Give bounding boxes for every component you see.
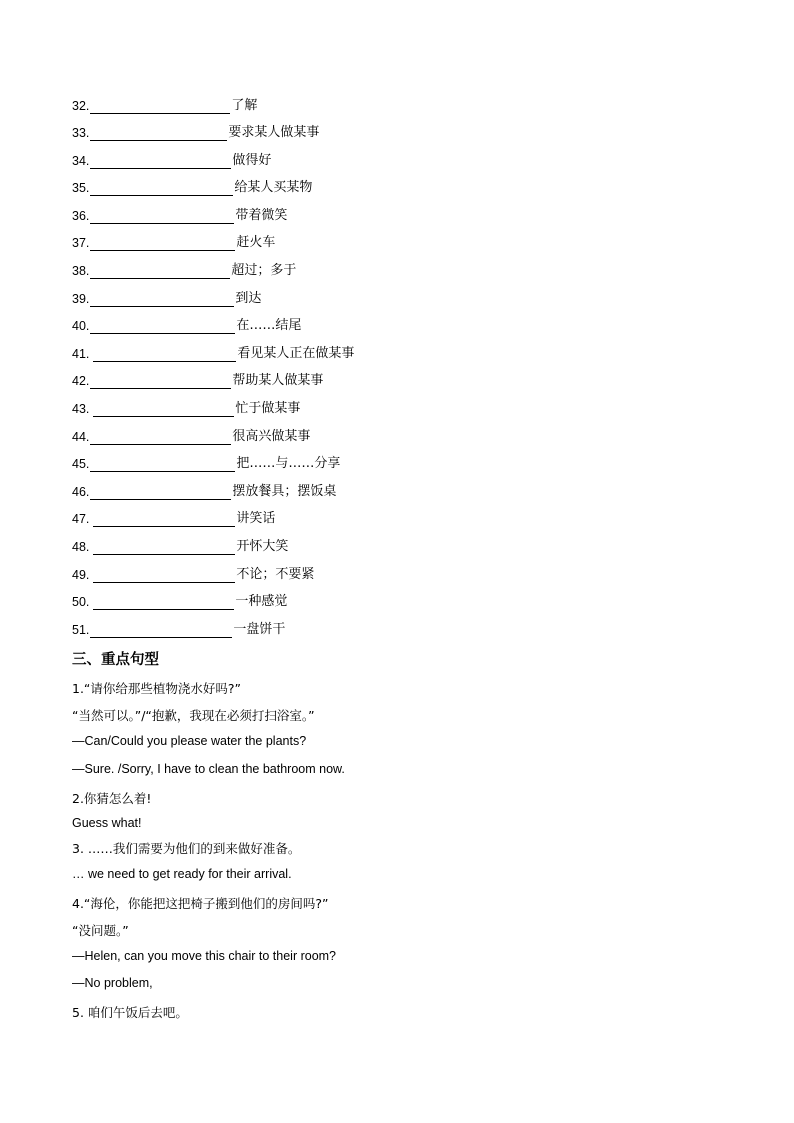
item-number: 44. [72,430,90,444]
answer-blank[interactable] [90,126,227,141]
sentence-line: Guess what! [72,816,142,830]
item-number: 48. [72,540,90,554]
vocab-item [72,231,275,251]
answer-blank[interactable] [90,374,231,389]
item-number: 40. [72,319,90,333]
item-number: 37. [72,236,90,250]
item-meaning: 看见某人正在做某事 [237,346,355,361]
vocab-item [72,342,354,362]
item-meaning: 超过；多于 [231,263,297,278]
answer-blank[interactable] [90,457,235,472]
vocab-item [72,259,296,279]
vocab-item [72,535,288,555]
item-number: 34. [72,154,90,168]
sentence-line: “当然可以。”/“抱歉，我现在必须打扫浴室。” [72,708,315,723]
item-meaning: 一种感觉 [235,594,288,609]
answer-blank[interactable] [90,264,230,279]
item-meaning: 在……结尾 [236,318,302,333]
item-number: 42. [72,374,90,388]
item-meaning: 开怀大笑 [236,539,289,554]
vocab-item [72,204,287,224]
sentence-line: 1.“请你给那些植物浇水好吗?” [72,681,242,696]
answer-blank[interactable] [90,485,231,500]
item-meaning: 把……与……分享 [236,456,341,471]
vocab-item [72,452,340,472]
item-number: 33. [72,126,90,140]
answer-blank[interactable] [93,540,235,555]
sentence-line: … we need to get ready for their arrival. [72,867,292,881]
item-meaning: 很高兴做某事 [232,429,311,444]
answer-blank[interactable] [93,347,236,362]
item-number: 45. [72,457,90,471]
answer-blank[interactable] [90,236,235,251]
answer-blank[interactable] [93,512,235,527]
item-number: 49. [72,568,90,582]
item-number: 50. [72,595,90,609]
vocab-item [72,425,310,445]
vocab-item [72,176,312,196]
item-number: 32. [72,99,90,113]
section-title: 三、重点句型 [72,652,159,668]
item-number: 39. [72,292,90,306]
item-number: 36. [72,209,90,223]
vocab-item [72,480,336,500]
vocab-item [72,618,285,638]
vocab-item [72,369,323,389]
vocab-item [72,94,257,114]
item-number: 38. [72,264,90,278]
item-number: 35. [72,181,90,195]
answer-blank[interactable] [90,209,234,224]
item-number: 41. [72,347,90,361]
sentence-line: 2.你猜怎么着! [72,791,152,806]
item-meaning: 摆放餐具；摆饭桌 [232,484,337,499]
item-meaning: 讲笑话 [236,511,276,526]
item-meaning: 赶火车 [236,235,276,250]
vocab-item [72,121,319,141]
item-number: 51. [72,623,90,637]
answer-blank[interactable] [90,99,230,114]
answer-blank[interactable] [90,181,233,196]
answer-blank[interactable] [93,568,235,583]
answer-blank[interactable] [90,319,235,334]
vocab-item [72,507,275,527]
vocab-item [72,149,271,169]
sentence-line: “没问题。” [72,923,129,938]
answer-blank[interactable] [90,154,231,169]
vocab-item [72,397,300,417]
sentence-line: 3. ……我们需要为他们的到来做好准备。 [72,841,301,856]
vocab-item [72,314,301,334]
vocab-item [72,287,261,307]
item-meaning: 忙于做某事 [235,401,301,416]
vocab-item [72,563,314,583]
sentence-line: —Can/Could you please water the plants? [72,734,307,748]
sentence-line: 4.“海伦，你能把这把椅子搬到他们的房间吗?” [72,896,329,911]
answer-blank[interactable] [90,292,234,307]
item-meaning: 做得好 [232,153,272,168]
sentence-line: 5. 咱们午饭后去吧。 [72,1005,188,1020]
item-meaning: 要求某人做某事 [228,125,320,140]
item-number: 46. [72,485,90,499]
sentence-line: —Helen, can you move this chair to their room? [72,949,337,963]
item-meaning: 一盘饼干 [233,622,286,637]
item-number: 43. [72,402,90,416]
sentence-line: —Sure. /Sorry, I have to clean the bathroom now. [72,762,345,776]
item-meaning: 到达 [235,291,262,306]
item-meaning: 给某人买某物 [234,180,313,195]
vocab-item [72,590,287,610]
item-meaning: 带着微笑 [235,208,288,223]
answer-blank[interactable] [93,595,234,610]
item-meaning: 帮助某人做某事 [232,373,324,388]
answer-blank[interactable] [90,623,232,638]
answer-blank[interactable] [90,430,231,445]
sentence-line: —No problem, [72,976,153,990]
item-meaning: 了解 [231,98,258,113]
answer-blank[interactable] [93,402,234,417]
item-number: 47. [72,512,90,526]
item-meaning: 不论；不要紧 [236,567,315,582]
